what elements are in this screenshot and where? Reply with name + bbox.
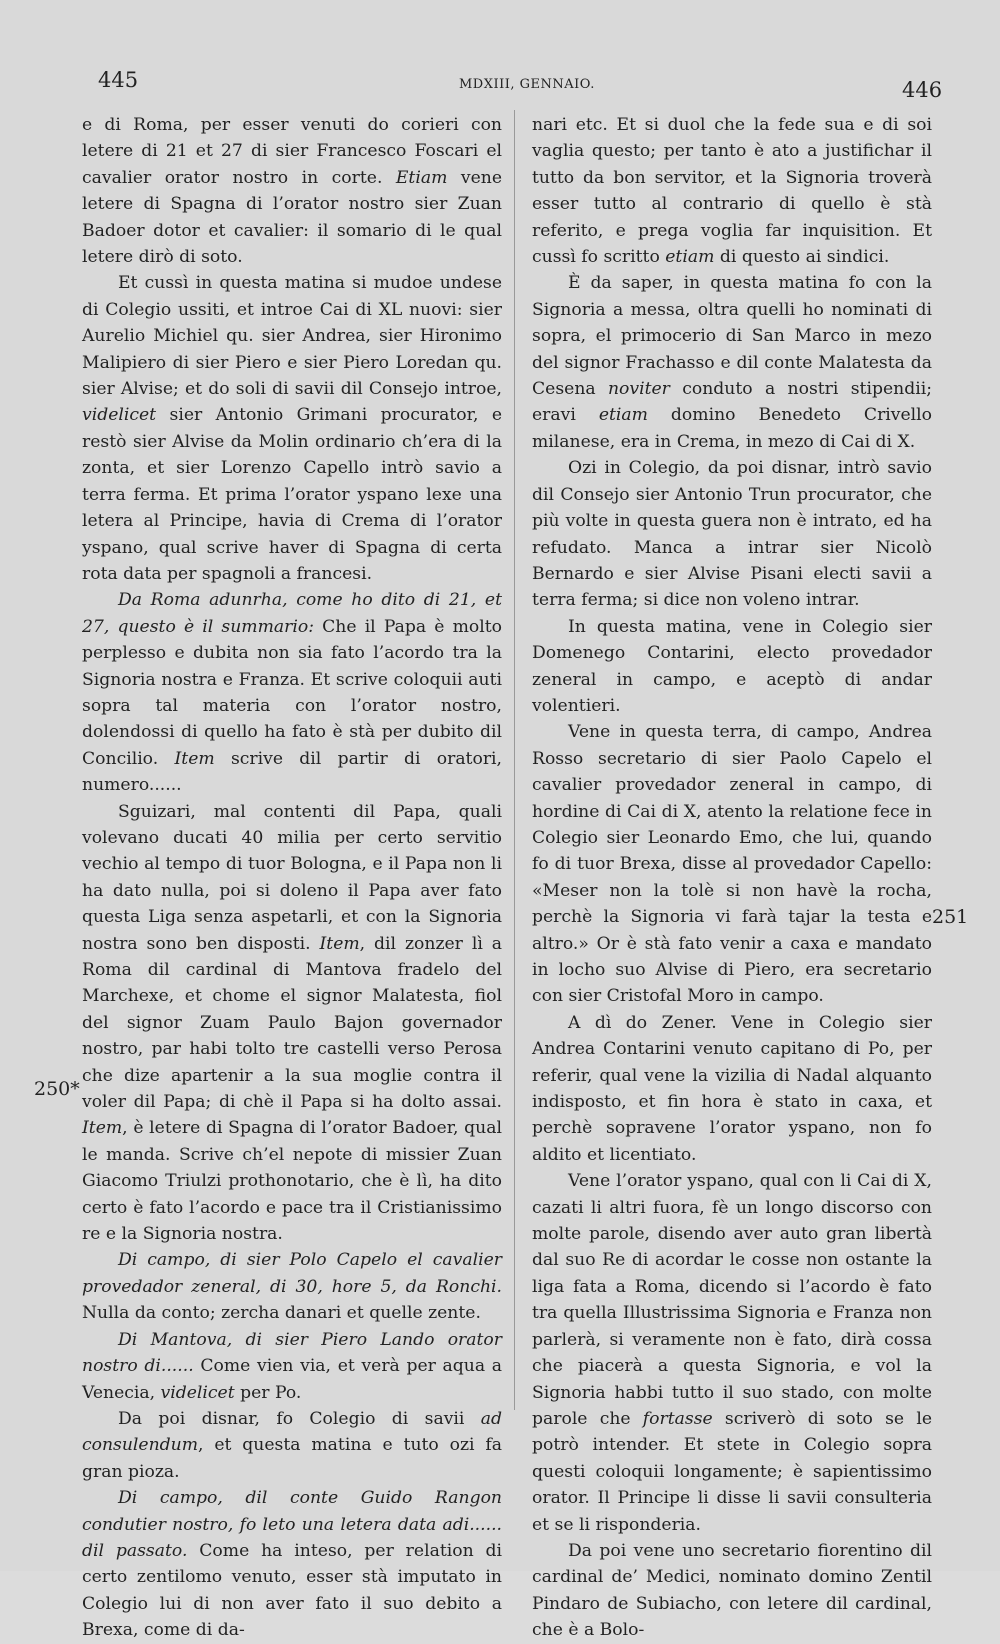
left-paragraph: Di Mantova, di sier Piero Lando orator nostro di...... Come vien via, et verà per aqua a Venecia, videlicet per Po. xyxy=(82,1329,503,1403)
right-paragraph: nari etc. Et si duol che la fede sua e di soi vaglia questo; per tanto è ato a justifichar il tutto da bon servitor, et la Signoria troverà esser tutto al contrario di quello è stà referito, e prega voglia far inquisition. Et cussì fo scritto etiam di questo ai sindici. xyxy=(532,115,932,268)
column-divider xyxy=(514,110,515,1410)
left-paragraph: Da poi disnar, fo Colegio di savii ad consulendum, et questa matina e tuto ozi fa gran pioza. xyxy=(82,1408,502,1482)
left-text-column xyxy=(82,112,502,1644)
right-paragraph: Vene l’orator yspano, qual con li Cai di X, cazati li altri fuora, fè un longo discorso con molte parole, disendo aver auto gran libertà dal suo Re di acordar le cosse non ostante la liga fata a Roma, dicendo si l’acordo è fato tra quella Illustrissima Signoria e Franza non parlerà, si veramente non è fato, dirà cossa che piacerà a questa Signoria, e vol la Signoria habbi tutto il suo stado, con molte parole che fortasse scriverò di soto se le potrò intender. Et stete in Colegio sopra questi coloquii longamente; è sapientissimo orator. Il Principe li disse li savii consulteria et se li risponderia. xyxy=(532,1171,932,1535)
margin-note-250: 250* xyxy=(34,1078,80,1100)
left-paragraph: e di Roma, per esser venuti do corieri con letere di 21 et 27 di sier Francesco Foscari el cavalier orator nostro in corte. Etiam vene letere di Spagna di l’orator nostro sier Zuan Badoer dotor et cavalier: il somario di le qual letere dirò di soto. xyxy=(82,115,502,268)
right-page-number: 446 xyxy=(902,78,943,102)
running-title: MDXIII, GENNAIO. xyxy=(459,77,595,92)
left-page-number: 445 xyxy=(98,68,139,92)
right-paragraph: Vene in questa terra, di campo, Andrea Rosso secretario di sier Paolo Capelo el cavalier provedador zeneral in campo, di hordine di Cai di X, atento la relatione fece in Colegio sier Leonardo Emo, che lui, quando fo di tuor Brexa, disse al provedador Capello: «Meser non la tolè si non havè la rocha, perchè la Signoria vi farà tajar la testa e altro.» Or è stà fato venir a caxa e mandato in locho suo Alvise di Piero, era secretario con sier Cristofal Moro in campo. xyxy=(532,722,932,1007)
right-paragraph: Da poi vene uno secretario fiorentino dil cardinal de’ Medici, nominato domino Zentil Pindaro de Subiacho, con letere dil cardinal, che è a Bolo- xyxy=(532,1540,932,1641)
left-paragraph: Da Roma adunrha, come ho dito di 21, et 27, questo è il summario: Che il Papa è molto perplesso e dubita non sia fato l’acordo tra la Signoria nostra e Franza. Et scrive coloquii auti sopra tal materia con l’orator nostro, dolendossi di quello ha fato è stà per dubito dil Concilio. Item scrive dil partir di oratori, numero...... xyxy=(82,590,502,796)
left-paragraph: Di campo, di sier Polo Capelo el cavalier provedador zeneral, di 30, hore 5, da Ronchi. Nulla da conto; zercha danari et quelle zente. xyxy=(82,1250,502,1324)
right-paragraph: A dì do Zener. Vene in Colegio sier Andrea Contarini venuto capitano di Po, per referir, qual vene la vizilia di Nadal alquanto indisposto, et fin hora è stato in caxa, et perchè sopravene l’orator yspano, non fo aldito et licentiato. xyxy=(532,1012,932,1165)
left-paragraph: Et cussì in questa matina si mudoe undese di Colegio ussiti, et introe Cai di XL nuovi: sier Aurelio Michiel qu. sier Andrea, sier Hironimo Malipiero di sier Piero e sier Piero Loredan qu. sier Alvise; et do soli di savii dil Consejo introe, videlicet sier Antonio Grimani procurator, e restò sier Alvise da Molin ordinario ch’era di la zonta, et sier Lorenzo Capello intrò savio a terra ferma. Et prima l’orator yspano lexe una letera al Principe, havia di Crema di l’orator yspano, qual scrive haver di Spagna di certa rota data per spagnoli a francesi. xyxy=(82,273,502,584)
right-paragraph: In questa matina, vene in Colegio sier Domenego Contarini, electo provedador zeneral in campo, e aceptò di andar volentieri. xyxy=(532,616,932,716)
right-paragraph: Ozi in Colegio, da poi disnar, intrò savio dil Consejo sier Antonio Trun procurator, che più volte in questa guera non è intrato, ed ha refudato. Manca a intrar sier Nicolò Bernardo e sier Alvise Pisani electi savii a terra ferma; si dice non voleno intrar. xyxy=(532,458,932,611)
margin-note-251: 251 xyxy=(932,906,969,928)
right-paragraph: È da saper, in questa matina fo con la Signoria a messa, oltra quelli ho nominati di sopra, el primocerio di San Marco in mezo del signor Frachasso e dil conte Malatesta da Cesena noviter conduto a nostri stipendii; eravi etiam domino Benedeto Crivello milanese, era in Crema, in mezo di Cai di X. xyxy=(532,273,932,452)
right-text-column xyxy=(532,112,932,1644)
left-paragraph: Di campo, dil conte Guido Rangon condutier nostro, fo leto una letera data adi...... dil passato. Come ha inteso, per relation di certo zentilomo venuto, esser stà imputato in Colegio lui di non aver fato il suo debito a Brexa, come di da- xyxy=(82,1488,503,1641)
left-paragraph: Sguizari, mal contenti dil Papa, quali volevano ducati 40 milia per certo servitio vechio al tempo di tuor Bologna, e il Papa non li ha dato nulla, poi si doleno il Papa aver fato questa Liga senza aspetarli, et con la Signoria nostra sono ben disposti. Item, dil zonzer lì a Roma dil cardinal di Mantova fradelo del Marchexe, et chome el signor Malatesta, fiol del signor Zuam Paulo Bajon governador nostro, par habi tolto tre castelli verso Perosa che dize apartenir a la sua moglie contra il voler dil Papa; di chè il Papa si ha dolto assai. Item, è letere di Spagna di l’orator Badoer, qual le manda. Scrive ch’el nepote di missier Zuan Giacomo Triulzi prothonotario, che è lì, ha dito certo è fato l’acordo e pace tra il Cristianissimo re e la Signoria nostra. xyxy=(82,801,502,1245)
